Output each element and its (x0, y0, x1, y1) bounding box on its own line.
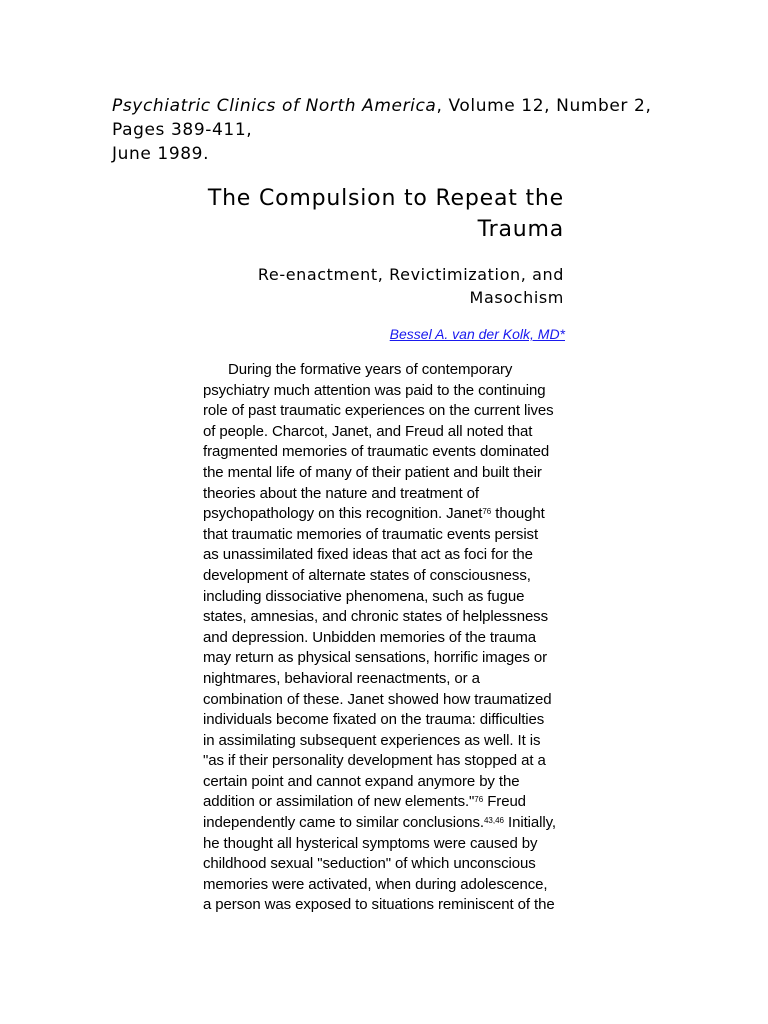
body-text-segment: Initially, (503, 814, 556, 832)
body-line (203, 504, 573, 525)
journal-name: Psychiatric Clinics of North America (112, 96, 437, 116)
body-line: states, amnesias, and chronic states of helplessness (203, 608, 548, 626)
body-text-segment: independently came to similar conclusions. (203, 814, 484, 832)
title-line-2: Trauma (477, 217, 564, 242)
journal-citation (112, 94, 732, 166)
citation-pages: Pages 389-411, (112, 120, 253, 140)
body-line: theories about the nature and treatment of (203, 484, 479, 502)
article-title (150, 183, 564, 245)
body-line: of people. Charcot, Janet, and Freud all noted that (203, 422, 533, 440)
body-line: in assimilating subsequent experiences as well. It is (203, 731, 541, 749)
body-line: a person was exposed to situations reminiscent of the (203, 896, 555, 914)
body-line: "as if their personality development has stopped at a (203, 752, 546, 770)
body-line: childhood sexual "seduction" of which unconscious (203, 855, 536, 873)
body-text-segment: Freud (483, 793, 526, 811)
citation-volume: , Volume 12, Number 2, (436, 96, 652, 116)
body-line: and depression. Unbidden memories of the trauma (203, 628, 536, 646)
body-line: During the formative years of contemporary (228, 361, 513, 378)
body-line: individuals become fixated on the trauma: difficulties (203, 711, 545, 729)
body-text-segment: psychopathology on this recognition. Janet (203, 505, 483, 523)
body-line: role of past traumatic experiences on the current lives (203, 402, 554, 420)
body-line: as unassimilated fixed ideas that act as foci for the (203, 546, 533, 564)
citation-date: June 1989. (112, 144, 210, 164)
body-line: fragmented memories of traumatic events dominated (203, 443, 550, 461)
body-text-segment: addition or assimilation of new elements." (203, 793, 475, 811)
reference-superscript: 43,46 (483, 816, 504, 826)
body-line: he thought all hysterical symptoms were caused by (203, 834, 538, 852)
subtitle-line-1: Re-enactment, Revictimization, and (257, 265, 564, 284)
article-subtitle (150, 263, 564, 309)
article-body (203, 360, 573, 916)
title-line-1: The Compulsion to Repeat the (207, 186, 564, 211)
body-line: may return as physical sensations, horrific images or (203, 649, 548, 667)
author-link[interactable]: Bessel A. van der Kolk, MD* (389, 326, 565, 342)
reference-superscript: 76 (482, 507, 492, 517)
body-line: the mental life of many of their patient and built their (203, 463, 542, 481)
body-line (203, 792, 573, 813)
subtitle-line-2: Masochism (469, 288, 564, 307)
body-line: certain point and cannot expand anymore by the (203, 772, 520, 790)
body-line: development of alternate states of consciousness, (203, 566, 531, 584)
reference-superscript: 76 (474, 795, 484, 805)
body-line: nightmares, behavioral reenactments, or a (203, 669, 480, 687)
citation-line-1 (112, 94, 732, 118)
body-line: memories were activated, when during adolescence, (203, 875, 548, 893)
body-text-segment: thought (491, 505, 545, 523)
body-line: combination of these. Janet showed how traumatized (203, 690, 552, 708)
body-line: psychiatry much attention was paid to the continuing (203, 381, 546, 399)
body-line (203, 813, 573, 834)
body-line: including dissociative phenomena, such as fugue (203, 587, 525, 605)
body-line: that traumatic memories of traumatic events persist (203, 525, 539, 543)
